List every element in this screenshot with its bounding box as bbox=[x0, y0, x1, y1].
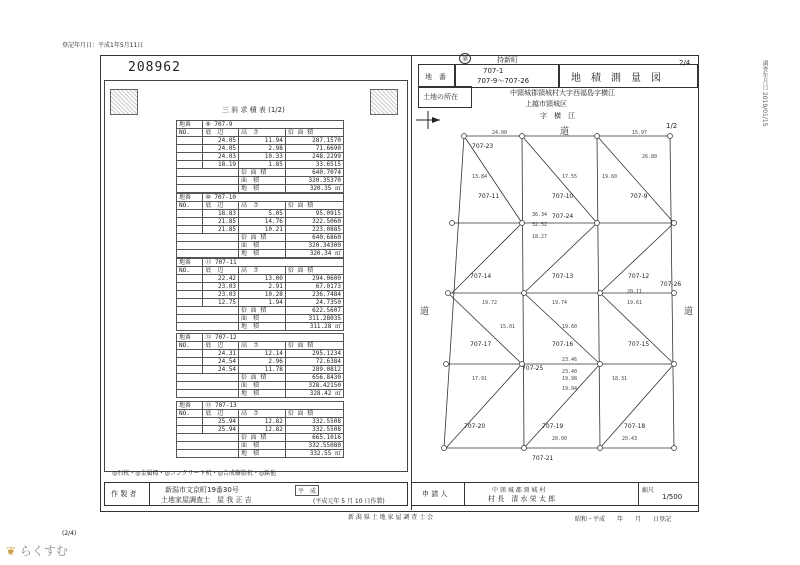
table-cell: 14.76 bbox=[239, 218, 286, 226]
summary-value: 332.55080 bbox=[285, 442, 343, 450]
summary-row bbox=[177, 442, 344, 450]
dimension-label: 19.60 bbox=[562, 324, 578, 330]
summary-label: 面 積 bbox=[239, 242, 286, 250]
table-cell: 1.94 bbox=[239, 299, 286, 307]
table-cell: 10.28 bbox=[239, 291, 286, 299]
table-row bbox=[177, 210, 344, 218]
lot-label: 707-25 bbox=[522, 365, 544, 372]
table-cell: 12.82 bbox=[239, 426, 286, 434]
summary-spacer bbox=[177, 177, 239, 185]
column-header: 高 さ bbox=[239, 202, 286, 210]
boundary-stake bbox=[672, 221, 677, 226]
boundary-stake bbox=[446, 291, 451, 296]
summary-spacer bbox=[177, 169, 239, 177]
table-cell: 5.05 bbox=[239, 210, 286, 218]
column-header: 倍 面 積 bbox=[285, 342, 343, 350]
table-cell: 24.05 bbox=[203, 137, 239, 145]
boundary-stake bbox=[672, 446, 677, 451]
author-line2: 土地家屋調査士 屋 我 正 吉 bbox=[161, 496, 252, 504]
column-header: NO. bbox=[177, 202, 203, 210]
summary-row bbox=[177, 185, 344, 193]
dimension-label: 23.46 bbox=[562, 357, 578, 363]
summary-label: 面 積 bbox=[239, 315, 286, 323]
column-header: 底 辺 bbox=[203, 202, 239, 210]
table-row bbox=[177, 153, 344, 161]
summary-value: 640.7074 bbox=[285, 169, 343, 177]
summary-label: 倍 面 積 bbox=[239, 234, 286, 242]
applicant-line1: 中 頸 城 郡 頸 城 村 bbox=[492, 487, 546, 494]
boundary-stake bbox=[595, 134, 600, 139]
table-row bbox=[177, 366, 344, 374]
boundary-stake bbox=[668, 134, 673, 139]
table-row bbox=[177, 350, 344, 358]
row-no-cell bbox=[177, 358, 203, 366]
table-cell: 287.1570 bbox=[285, 137, 343, 145]
dimension-label: 19.72 bbox=[482, 300, 498, 306]
boundary-stake bbox=[442, 446, 447, 451]
author-divider bbox=[149, 483, 150, 505]
dimension-label: 19.60 bbox=[602, 174, 618, 180]
lot-label-cell: 地番 bbox=[177, 334, 203, 342]
dimension-label: 17.55 bbox=[562, 174, 578, 180]
chiban-line1: 707-1 bbox=[483, 67, 504, 75]
boundary-stake bbox=[598, 446, 603, 451]
table-cell: 25.94 bbox=[203, 418, 239, 426]
table-cell: 21.85 bbox=[203, 218, 239, 226]
table-row bbox=[177, 275, 344, 283]
chiban-stamp: 筆 bbox=[459, 53, 471, 64]
table-cell: 11.78 bbox=[239, 366, 286, 374]
lot-label: 707-9 bbox=[630, 193, 648, 200]
area-block bbox=[176, 401, 344, 458]
scale-value: 1/500 bbox=[662, 493, 683, 501]
dimension-label: 20.11 bbox=[627, 289, 643, 295]
author-seal: 平 成 bbox=[295, 485, 319, 496]
lot-number-cell: ⑪ 707-11 bbox=[203, 259, 344, 267]
table-cell: 18.83 bbox=[203, 210, 239, 218]
dimension-label: 36.34 bbox=[532, 212, 548, 218]
brand-name: らくすむ bbox=[19, 544, 68, 558]
column-header: 倍 面 積 bbox=[285, 267, 343, 275]
table-cell: 24.31 bbox=[203, 350, 239, 358]
road-left-label: 道 bbox=[420, 307, 430, 317]
table-cell: 236.7484 bbox=[285, 291, 343, 299]
column-header: 高 さ bbox=[239, 129, 286, 137]
dimension-label: 15.97 bbox=[632, 130, 648, 136]
table-cell: 10.33 bbox=[239, 153, 286, 161]
boundary-stake bbox=[672, 291, 677, 296]
author-label: 作 製 者 bbox=[111, 490, 137, 498]
table-cell: 71.6690 bbox=[285, 145, 343, 153]
location-line2: 上越市頸城区 bbox=[525, 100, 567, 108]
table-cell: 2.98 bbox=[239, 145, 286, 153]
summary-row bbox=[177, 169, 344, 177]
summary-label: 倍 面 積 bbox=[239, 307, 286, 315]
summary-value: 320.34 ㎡ bbox=[285, 250, 343, 258]
north-arrow-icon bbox=[414, 108, 442, 132]
table-cell: 24.7350 bbox=[285, 299, 343, 307]
summary-value: 320.35370 bbox=[285, 177, 343, 185]
row-no-cell bbox=[177, 145, 203, 153]
lot-label: 707-15 bbox=[628, 341, 650, 348]
table-cell: 223.0885 bbox=[285, 226, 343, 234]
table-cell: 289.0812 bbox=[285, 366, 343, 374]
column-header: NO. bbox=[177, 267, 203, 275]
table-cell: 95.0915 bbox=[285, 210, 343, 218]
scale-label: 縮尺 bbox=[642, 487, 655, 494]
table-cell: 18.19 bbox=[203, 161, 239, 169]
lot-number-cell: ⑨ 707-9 bbox=[203, 121, 344, 129]
summary-label: 倍 面 積 bbox=[239, 434, 286, 442]
column-header: 高 さ bbox=[239, 410, 286, 418]
location-label: 土地の所在 bbox=[423, 93, 458, 101]
summary-label: 面 積 bbox=[239, 442, 286, 450]
page-mark: 2/4 bbox=[679, 59, 691, 67]
area-block bbox=[176, 120, 344, 193]
area-block bbox=[176, 193, 344, 258]
lot-label: 707-26 bbox=[660, 281, 682, 288]
summary-label: 倍 面 積 bbox=[239, 374, 286, 382]
table-cell: 13.00 bbox=[239, 275, 286, 283]
column-header: 倍 面 積 bbox=[285, 410, 343, 418]
table-cell: 10.21 bbox=[239, 226, 286, 234]
table-cell: 33.6515 bbox=[285, 161, 343, 169]
column-header: 底 辺 bbox=[203, 267, 239, 275]
location-line1: 中頸城郡頸城村大字西福島字横江 bbox=[510, 89, 615, 97]
table-cell: 332.5508 bbox=[285, 418, 343, 426]
lot-label: 707-12 bbox=[628, 273, 650, 280]
lot-label: 707-16 bbox=[552, 341, 574, 348]
summary-row bbox=[177, 250, 344, 258]
column-header: 倍 面 積 bbox=[285, 129, 343, 137]
lot-label-cell: 地番 bbox=[177, 194, 203, 202]
author-line1: 新潟市文京町19番30号 bbox=[165, 486, 239, 494]
seal-stamp-left bbox=[110, 89, 138, 115]
dimension-label: 26.80 bbox=[642, 154, 658, 160]
summary-spacer bbox=[177, 323, 239, 331]
area-block bbox=[176, 333, 344, 398]
summary-spacer bbox=[177, 382, 239, 390]
chiban-label-box bbox=[418, 64, 456, 88]
lot-label: 707-20 bbox=[464, 423, 486, 430]
dimension-label: 19.61 bbox=[627, 300, 643, 306]
summary-spacer bbox=[177, 442, 239, 450]
row-no-cell bbox=[177, 137, 203, 145]
table-cell: 332.5508 bbox=[285, 426, 343, 434]
summary-row bbox=[177, 234, 344, 242]
association-name: 新 潟 県 土 地 家 屋 調 査 士 会 bbox=[348, 514, 434, 521]
row-no-cell bbox=[177, 299, 203, 307]
row-no-cell bbox=[177, 218, 203, 226]
lot-label: 707-13 bbox=[552, 273, 574, 280]
summary-spacer bbox=[177, 374, 239, 382]
summary-spacer bbox=[177, 250, 239, 258]
lot-label: 707-24 bbox=[552, 213, 574, 220]
lot-number-cell: ⑬ 707-13 bbox=[203, 402, 344, 410]
summary-value: 320.35 ㎡ bbox=[285, 185, 343, 193]
summary-row bbox=[177, 242, 344, 250]
table-row bbox=[177, 426, 344, 434]
registration-line: 昭和・平成 年 月 日登記 bbox=[575, 516, 672, 523]
table-cell: 295.1234 bbox=[285, 350, 343, 358]
row-no-cell bbox=[177, 283, 203, 291]
legend-text: ◎石杭・◎金属標・◎コンクリート杭・◎合成樹脂杭・◎鋲他 bbox=[112, 470, 277, 477]
summary-row bbox=[177, 177, 344, 185]
summary-row bbox=[177, 382, 344, 390]
row-no-cell bbox=[177, 350, 203, 358]
row-no-cell bbox=[177, 418, 203, 426]
column-header: 底 辺 bbox=[203, 129, 239, 137]
dimension-label: 18.31 bbox=[612, 376, 628, 382]
handwritten-new: 持新町 bbox=[497, 56, 518, 64]
summary-spacer bbox=[177, 307, 239, 315]
table-cell: 11.94 bbox=[239, 137, 286, 145]
table-cell: 22.42 bbox=[203, 275, 239, 283]
table-row bbox=[177, 291, 344, 299]
lot-label: 707-11 bbox=[478, 193, 500, 200]
summary-row bbox=[177, 374, 344, 382]
table-cell: 23.03 bbox=[203, 291, 239, 299]
chiban-value-box bbox=[454, 56, 560, 88]
table-cell: 72.6384 bbox=[285, 358, 343, 366]
summary-value: 640.6860 bbox=[285, 234, 343, 242]
row-no-cell bbox=[177, 161, 203, 169]
column-header: 底 辺 bbox=[203, 410, 239, 418]
location-line3: 字 横 江 bbox=[540, 112, 575, 120]
summary-row bbox=[177, 434, 344, 442]
boundary-stake bbox=[598, 362, 603, 367]
table-cell: 12.82 bbox=[239, 418, 286, 426]
summary-value: 622.5607 bbox=[285, 307, 343, 315]
summary-value: 656.8430 bbox=[285, 374, 343, 382]
dimension-label: 20.43 bbox=[622, 436, 638, 442]
summary-value: 332.55 ㎡ bbox=[285, 450, 343, 458]
summary-row bbox=[177, 450, 344, 458]
chiban-label: 地 番 bbox=[425, 73, 446, 81]
area-block bbox=[176, 258, 344, 331]
lot-label-cell: 地番 bbox=[177, 121, 203, 129]
boundary-stake bbox=[522, 291, 527, 296]
summary-spacer bbox=[177, 234, 239, 242]
table-cell: 294.0600 bbox=[285, 275, 343, 283]
lot-label: 707-21 bbox=[532, 455, 554, 462]
summary-value: 320.34300 bbox=[285, 242, 343, 250]
lot-label-cell: 地番 bbox=[177, 402, 203, 410]
lot-label: 707-10 bbox=[552, 193, 574, 200]
survey-map bbox=[412, 118, 696, 470]
row-no-cell bbox=[177, 426, 203, 434]
applicant-divider bbox=[464, 483, 465, 505]
table-row bbox=[177, 218, 344, 226]
map-title: 地 積 測 量 図 bbox=[571, 73, 661, 84]
summary-label: 地 積 bbox=[239, 250, 286, 258]
table-cell: 24.05 bbox=[203, 145, 239, 153]
summary-spacer bbox=[177, 242, 239, 250]
dimension-label: 24.00 bbox=[492, 130, 508, 136]
lot-number-cell: ⑫ 707-12 bbox=[203, 334, 344, 342]
row-no-cell bbox=[177, 153, 203, 161]
table-row bbox=[177, 137, 344, 145]
date-note: (平成元年 5 月 10 日作製) bbox=[313, 498, 385, 505]
table-cell: 67.0173 bbox=[285, 283, 343, 291]
map-title-box bbox=[558, 59, 698, 88]
column-header: 高 さ bbox=[239, 342, 286, 350]
boundary-stake bbox=[522, 446, 527, 451]
column-header: 倍 面 積 bbox=[285, 202, 343, 210]
column-header: 底 辺 bbox=[203, 342, 239, 350]
lot-label: 707-17 bbox=[470, 341, 492, 348]
summary-row bbox=[177, 390, 344, 398]
summary-spacer bbox=[177, 390, 239, 398]
summary-label: 地 積 bbox=[239, 390, 286, 398]
brand-leaf-icon: ❦ bbox=[6, 544, 17, 558]
summary-value: 665.1016 bbox=[285, 434, 343, 442]
summary-label: 倍 面 積 bbox=[239, 169, 286, 177]
table-cell: 21.85 bbox=[203, 226, 239, 234]
table-cell: 2.96 bbox=[239, 358, 286, 366]
dimension-label: 19.94 bbox=[562, 386, 578, 392]
boundary-stake bbox=[450, 221, 455, 226]
dimension-label: 32.52 bbox=[532, 222, 548, 228]
lot-label: 707-18 bbox=[624, 423, 646, 430]
summary-spacer bbox=[177, 434, 239, 442]
map-line bbox=[522, 136, 597, 223]
page-fraction: (2/4) bbox=[62, 530, 77, 537]
scale-divider bbox=[638, 483, 639, 505]
column-header: NO. bbox=[177, 410, 203, 418]
lot-number-cell: ⑩ 707-10 bbox=[203, 194, 344, 202]
boundary-stake bbox=[520, 221, 525, 226]
boundary-stake bbox=[444, 362, 449, 367]
summary-label: 地 積 bbox=[239, 323, 286, 331]
area-table-title: 三 斜 求 積 表 (1/2) bbox=[222, 106, 285, 114]
summary-row bbox=[177, 323, 344, 331]
dimension-label: 17.91 bbox=[472, 376, 488, 382]
dimension-label: 13.84 bbox=[472, 174, 488, 180]
lot-label-cell: 地番 bbox=[177, 259, 203, 267]
row-no-cell bbox=[177, 291, 203, 299]
table-cell: 24.03 bbox=[203, 153, 239, 161]
row-no-cell bbox=[177, 366, 203, 374]
table-row bbox=[177, 299, 344, 307]
summary-spacer bbox=[177, 185, 239, 193]
applicant-label: 申 請 人 bbox=[422, 490, 448, 498]
table-row bbox=[177, 226, 344, 234]
location-label-box bbox=[418, 86, 472, 108]
road-top-label: 道 bbox=[560, 127, 570, 137]
table-row bbox=[177, 283, 344, 291]
summary-label: 面 積 bbox=[239, 382, 286, 390]
row-no-cell bbox=[177, 210, 203, 218]
survey-date-vertical: 調査年月日 2019/01/15 bbox=[761, 60, 768, 127]
boundary-stake bbox=[462, 134, 467, 139]
table-cell: 322.5060 bbox=[285, 218, 343, 226]
table-cell: 23.03 bbox=[203, 283, 239, 291]
dimension-label: 19.98 bbox=[562, 376, 578, 382]
road-right-label: 道 bbox=[684, 307, 694, 317]
scale-mark: 1/2 bbox=[666, 122, 678, 130]
chiban-line2: 707-9～707-26 bbox=[477, 77, 530, 85]
summary-row bbox=[177, 315, 344, 323]
table-row bbox=[177, 358, 344, 366]
boundary-stake bbox=[672, 362, 677, 367]
table-cell: 12.75 bbox=[203, 299, 239, 307]
table-row bbox=[177, 418, 344, 426]
boundary-stake bbox=[520, 134, 525, 139]
column-header: NO. bbox=[177, 129, 203, 137]
table-row bbox=[177, 161, 344, 169]
table-cell: 248.2299 bbox=[285, 153, 343, 161]
table-cell: 24.54 bbox=[203, 358, 239, 366]
applicant-line2: 村 長 清 水 栄 太 郎 bbox=[488, 495, 556, 503]
boundary-stake bbox=[595, 221, 600, 226]
boundary-stake bbox=[598, 291, 603, 296]
summary-label: 地 積 bbox=[239, 450, 286, 458]
lot-label: 707-19 bbox=[542, 423, 564, 430]
table-cell: 25.94 bbox=[203, 426, 239, 434]
summary-label: 面 積 bbox=[239, 177, 286, 185]
table-cell: 2.91 bbox=[239, 283, 286, 291]
column-header: NO. bbox=[177, 342, 203, 350]
summary-value: 328.42 ㎡ bbox=[285, 390, 343, 398]
row-no-cell bbox=[177, 275, 203, 283]
table-row bbox=[177, 145, 344, 153]
table-cell: 1.85 bbox=[239, 161, 286, 169]
summary-value: 311.28035 bbox=[285, 315, 343, 323]
dimension-label: 18.27 bbox=[532, 234, 548, 240]
author-box bbox=[104, 482, 408, 506]
summary-spacer bbox=[177, 450, 239, 458]
dimension-label: 19.74 bbox=[552, 300, 568, 306]
row-no-cell bbox=[177, 226, 203, 234]
lot-label: 707-23 bbox=[472, 143, 494, 150]
summary-label: 地 積 bbox=[239, 185, 286, 193]
lot-label: 707-14 bbox=[470, 273, 492, 280]
seal-stamp-right bbox=[370, 89, 398, 115]
dimension-label: 20.00 bbox=[552, 436, 568, 442]
table-cell: 12.14 bbox=[239, 350, 286, 358]
dimension-label: 23.40 bbox=[562, 369, 578, 375]
summary-spacer bbox=[177, 315, 239, 323]
column-header: 高 さ bbox=[239, 267, 286, 275]
document-number: 208962 bbox=[128, 60, 181, 75]
summary-value: 328.42150 bbox=[285, 382, 343, 390]
summary-row bbox=[177, 307, 344, 315]
summary-value: 311.28 ㎡ bbox=[285, 323, 343, 331]
registration-date: 登記年月日：平成1年5月11日 bbox=[62, 42, 144, 49]
brand-logo bbox=[6, 542, 68, 559]
table-cell: 24.54 bbox=[203, 366, 239, 374]
dimension-label: 15.01 bbox=[500, 324, 516, 330]
map-line bbox=[452, 223, 522, 293]
applicant-box bbox=[411, 482, 699, 506]
